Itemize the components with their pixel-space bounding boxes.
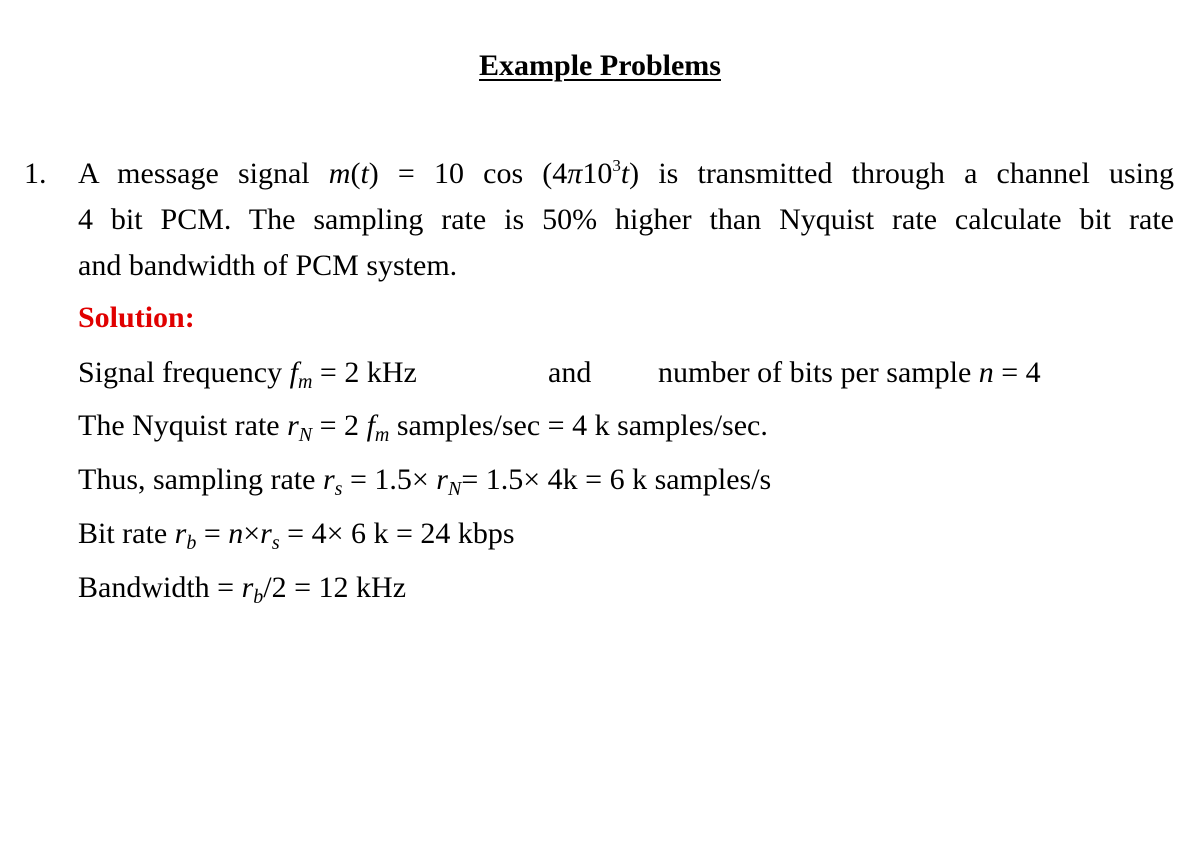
solution-line-5 bbox=[78, 568, 406, 608]
solution-line-4 bbox=[78, 514, 515, 554]
problem-line-1 bbox=[78, 154, 1174, 194]
text-segment: = 1.5× bbox=[342, 463, 437, 496]
math-pi: π bbox=[567, 157, 583, 190]
text-segment: = bbox=[196, 517, 229, 550]
math-t: t bbox=[360, 157, 369, 190]
text-segment: The Nyquist rate bbox=[78, 409, 288, 442]
text-segment: samples/sec = 4 k samples/sec. bbox=[389, 409, 768, 442]
math-r: r bbox=[436, 463, 448, 496]
times-sign: × bbox=[243, 517, 261, 550]
text-segment: ( bbox=[350, 157, 361, 190]
math-r: r bbox=[174, 517, 187, 550]
text-segment: ) is transmitted through a channel using bbox=[629, 157, 1174, 190]
math-n: n bbox=[228, 517, 244, 550]
text-segment: = 2 kHz bbox=[312, 356, 417, 389]
math-r: r bbox=[260, 517, 272, 550]
text-segment: Thus, sampling rate bbox=[78, 463, 323, 496]
math-subscript: m bbox=[297, 371, 313, 393]
math-t: t bbox=[620, 157, 630, 190]
math-subscript: m bbox=[374, 424, 390, 446]
math-subscript: b bbox=[186, 532, 197, 554]
page-title-text: Example Problems bbox=[479, 49, 721, 82]
text-segment: = 4× 6 k = 24 kbps bbox=[279, 517, 515, 550]
math-r: r bbox=[287, 409, 299, 442]
text-segment: A message signal bbox=[78, 157, 329, 190]
text-segment: = 2 bbox=[312, 409, 367, 442]
text-segment: Bandwidth = bbox=[78, 571, 242, 604]
page-title bbox=[0, 46, 1200, 86]
math-subscript: b bbox=[253, 586, 264, 608]
solution-heading: Solution: bbox=[78, 301, 195, 334]
math-f: f bbox=[289, 356, 298, 389]
text-segment: Signal frequency bbox=[78, 356, 290, 389]
math-exponent: 3 bbox=[612, 156, 621, 175]
problem-number: 1. bbox=[24, 157, 47, 190]
math-subscript: N bbox=[298, 424, 313, 446]
problem-line-3: and bandwidth of PCM system. bbox=[78, 249, 458, 282]
solution-line-3 bbox=[78, 460, 771, 500]
text-segment: ) = 10 cos (4 bbox=[368, 157, 568, 190]
math-r: r bbox=[241, 571, 254, 604]
text-segment: number of bits per sample bbox=[658, 356, 979, 389]
problem-line-2: 4 bit PCM. The sampling rate is 50% higher than Nyquist rate calculate bit rate bbox=[78, 203, 1174, 236]
text-segment: = 4 bbox=[993, 356, 1041, 389]
math-n: n bbox=[978, 356, 994, 389]
text-segment: = 1.5× 4k = 6 k samples/s bbox=[461, 463, 772, 496]
text-segment: 10 bbox=[582, 157, 613, 190]
math-subscript: N bbox=[447, 478, 462, 500]
math-m: m bbox=[328, 157, 351, 190]
solution-line-2 bbox=[78, 406, 768, 446]
bits-per-sample bbox=[658, 353, 1041, 393]
text-segment: /2 = 12 kHz bbox=[263, 571, 407, 604]
text-segment: Bit rate bbox=[78, 517, 175, 550]
solution-line-1 bbox=[78, 353, 1041, 393]
math-r: r bbox=[322, 463, 335, 496]
math-subscript: s bbox=[271, 532, 280, 554]
math-subscript: s bbox=[334, 478, 343, 500]
math-f: f bbox=[366, 409, 375, 442]
and-word: and bbox=[548, 356, 592, 389]
